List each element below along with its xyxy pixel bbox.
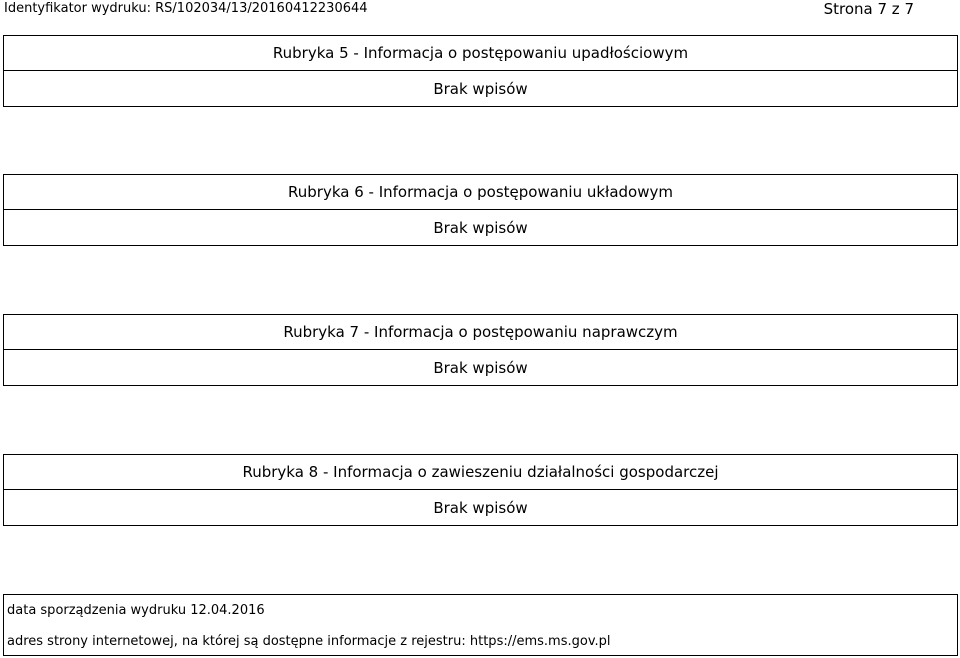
section-rubryka-6 <box>3 174 958 246</box>
print-identifier: Identyfikator wydruku: RS/102034/13/20160412230644 <box>4 1 368 16</box>
section-title: Rubryka 8 - Informacja o zawieszeniu działalności gospodarczej <box>4 455 957 490</box>
section-rubryka-7 <box>3 314 958 386</box>
footer-box <box>3 594 958 656</box>
section-rubryka-8 <box>3 454 958 526</box>
section-body: Brak wpisów <box>433 358 528 377</box>
section-title: Rubryka 5 - Informacja o postępowaniu upadłościowym <box>4 36 957 71</box>
section-body: Brak wpisów <box>433 498 528 517</box>
section-title: Rubryka 6 - Informacja o postępowaniu układowym <box>4 175 957 210</box>
section-title: Rubryka 7 - Informacja o postępowaniu naprawczym <box>4 315 957 350</box>
print-date: data sporządzenia wydruku 12.04.2016 <box>7 603 265 618</box>
registry-address: adres strony internetowej, na której są dostępne informacje z rejestru: https://ems.ms.gov.pl <box>7 634 611 649</box>
section-rubryka-5 <box>3 35 958 107</box>
page-number: Strona 7 z 7 <box>823 0 914 18</box>
section-body: Brak wpisów <box>433 79 528 98</box>
section-body: Brak wpisów <box>433 218 528 237</box>
